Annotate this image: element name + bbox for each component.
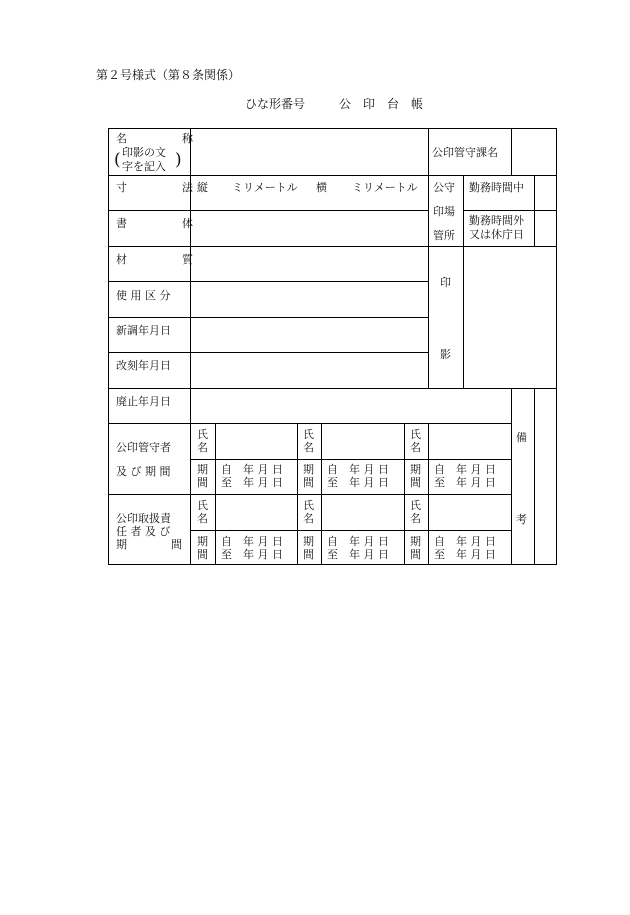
keeper-3-shi: 氏 bbox=[410, 428, 421, 441]
col-divider bbox=[463, 175, 464, 388]
keeper-1-ki: 期 bbox=[197, 463, 208, 476]
close-paren: ) bbox=[175, 150, 182, 170]
keeper-1-shi: 氏 bbox=[197, 428, 208, 441]
keeper-2-kan: 間 bbox=[303, 476, 314, 489]
keeper-3-name-field[interactable] bbox=[430, 425, 509, 457]
work-hours-field[interactable] bbox=[536, 177, 555, 208]
handler-1-mei: 名 bbox=[197, 512, 208, 525]
font-field[interactable] bbox=[192, 212, 426, 244]
off-hours-field[interactable] bbox=[536, 212, 555, 244]
row-divider bbox=[108, 423, 511, 424]
abolished-date-label: 廃止年月日 bbox=[116, 395, 171, 408]
handler-1-from: 自 年 月 日 bbox=[221, 535, 283, 548]
keeper-1-kan: 間 bbox=[197, 476, 208, 489]
handler-1-to: 至 年 月 日 bbox=[221, 548, 283, 561]
font-label: 書 体 bbox=[116, 217, 193, 230]
col-divider bbox=[215, 423, 216, 565]
row-divider bbox=[108, 388, 557, 389]
handler-label-2: 任 者 及 び bbox=[116, 525, 171, 538]
size-mm-label-2: ミリメートル bbox=[352, 181, 418, 194]
size-mm-label-1: ミリメートル bbox=[232, 181, 298, 194]
handler-1-kan: 間 bbox=[197, 548, 208, 561]
keeper-3-ki: 期 bbox=[410, 463, 421, 476]
col-divider bbox=[511, 388, 512, 565]
name-sub-1: 印影の文 bbox=[122, 146, 166, 159]
size-vertical-label: 縦 bbox=[197, 181, 208, 194]
handler-3-name-field[interactable] bbox=[430, 496, 509, 528]
off-hours-label-1: 勤務時間外 bbox=[469, 214, 524, 227]
row-divider bbox=[190, 459, 511, 460]
usage-label: 使 用 区 分 bbox=[116, 289, 171, 302]
remarks-field[interactable] bbox=[536, 390, 555, 563]
handler-2-shi: 氏 bbox=[303, 499, 314, 512]
handler-1-name-field[interactable] bbox=[217, 496, 295, 528]
size-label: 寸 法 bbox=[116, 181, 193, 194]
form-number: 第２号様式（第８条関係） bbox=[96, 68, 241, 82]
handler-1-ki: 期 bbox=[197, 535, 208, 548]
handler-2-from: 自 年 月 日 bbox=[327, 535, 389, 548]
col-divider bbox=[428, 423, 429, 565]
managing-section-field[interactable] bbox=[513, 130, 555, 173]
keeper-3-to: 至 年 月 日 bbox=[434, 476, 496, 489]
col-divider bbox=[428, 128, 429, 388]
handler-1-shi: 氏 bbox=[197, 499, 208, 512]
handler-label-3: 期 間 bbox=[116, 538, 182, 551]
row-divider bbox=[108, 246, 557, 247]
handler-3-ki: 期 bbox=[410, 535, 421, 548]
handler-2-to: 至 年 月 日 bbox=[327, 548, 389, 561]
handler-3-shi: 氏 bbox=[410, 499, 421, 512]
col-divider bbox=[534, 388, 535, 565]
handler-label-1: 公印取扱責 bbox=[116, 512, 171, 525]
row-divider bbox=[108, 281, 428, 282]
handler-3-mei: 名 bbox=[410, 512, 421, 525]
keeper-2-ki: 期 bbox=[303, 463, 314, 476]
handler-2-mei: 名 bbox=[303, 512, 314, 525]
page-title: 公 印 台 帳 bbox=[339, 97, 424, 111]
keeper-2-to: 至 年 月 日 bbox=[327, 476, 389, 489]
row-divider bbox=[108, 175, 557, 176]
row-divider bbox=[190, 530, 511, 531]
keeper-3-kan: 間 bbox=[410, 476, 421, 489]
name-sub-2: 字を記入 bbox=[122, 160, 166, 173]
col-divider bbox=[404, 423, 405, 565]
handler-2-ki: 期 bbox=[303, 535, 314, 548]
keeper-label-2: 及 び 期 間 bbox=[116, 465, 171, 478]
new-date-field[interactable] bbox=[192, 319, 426, 350]
name-label: 名 称 bbox=[116, 132, 193, 145]
seal-impression-area[interactable] bbox=[465, 248, 555, 386]
revised-date-field[interactable] bbox=[192, 354, 426, 386]
new-date-label: 新調年月日 bbox=[116, 324, 171, 337]
row-divider bbox=[108, 317, 428, 318]
kousyu-label: 公守 bbox=[433, 181, 455, 194]
off-hours-label-2: 又は休庁日 bbox=[469, 228, 524, 241]
material-label: 材 質 bbox=[116, 253, 193, 266]
handler-2-name-field[interactable] bbox=[323, 496, 402, 528]
keeper-3-from: 自 年 月 日 bbox=[434, 463, 496, 476]
row-divider bbox=[108, 352, 428, 353]
col-divider bbox=[321, 423, 322, 565]
keeper-2-shi: 氏 bbox=[303, 428, 314, 441]
keeper-1-mei: 名 bbox=[197, 441, 208, 454]
keeper-2-from: 自 年 月 日 bbox=[327, 463, 389, 476]
abolished-date-field[interactable] bbox=[192, 390, 509, 421]
revised-date-label: 改刻年月日 bbox=[116, 359, 171, 372]
seal-name-field[interactable] bbox=[192, 130, 426, 173]
keeper-2-name-field[interactable] bbox=[323, 425, 402, 457]
work-hours-label: 勤務時間中 bbox=[469, 181, 524, 194]
usage-field[interactable] bbox=[192, 283, 426, 315]
keeper-1-name-field[interactable] bbox=[217, 425, 295, 457]
remarks-char-1: 備 bbox=[516, 431, 527, 444]
handler-2-kan: 間 bbox=[303, 548, 314, 561]
open-paren: ( bbox=[114, 150, 121, 170]
col-divider bbox=[511, 128, 512, 175]
kansho-label: 管所 bbox=[433, 229, 455, 242]
material-field[interactable] bbox=[192, 248, 426, 279]
managing-section-label: 公印管守課名 bbox=[432, 146, 498, 159]
keeper-3-mei: 名 bbox=[410, 441, 421, 454]
row-divider bbox=[108, 210, 428, 211]
col-divider bbox=[297, 423, 298, 565]
keeper-1-from: 自 年 月 日 bbox=[221, 463, 283, 476]
doc-number-label: ひな形番号 bbox=[245, 97, 306, 111]
handler-3-to: 至 年 月 日 bbox=[434, 548, 496, 561]
size-horizontal-label: 横 bbox=[316, 181, 327, 194]
keeper-label-1: 公印管守者 bbox=[116, 441, 171, 454]
row-divider bbox=[463, 210, 557, 211]
row-divider bbox=[108, 494, 511, 495]
col-divider bbox=[534, 175, 535, 246]
handler-3-kan: 間 bbox=[410, 548, 421, 561]
keeper-1-to: 至 年 月 日 bbox=[221, 476, 283, 489]
keeper-2-mei: 名 bbox=[303, 441, 314, 454]
seal-char-2: 影 bbox=[440, 348, 451, 361]
inbasho-label: 印場 bbox=[433, 205, 455, 218]
remarks-char-2: 考 bbox=[516, 513, 527, 526]
handler-3-from: 自 年 月 日 bbox=[434, 535, 496, 548]
seal-char-1: 印 bbox=[440, 276, 451, 289]
